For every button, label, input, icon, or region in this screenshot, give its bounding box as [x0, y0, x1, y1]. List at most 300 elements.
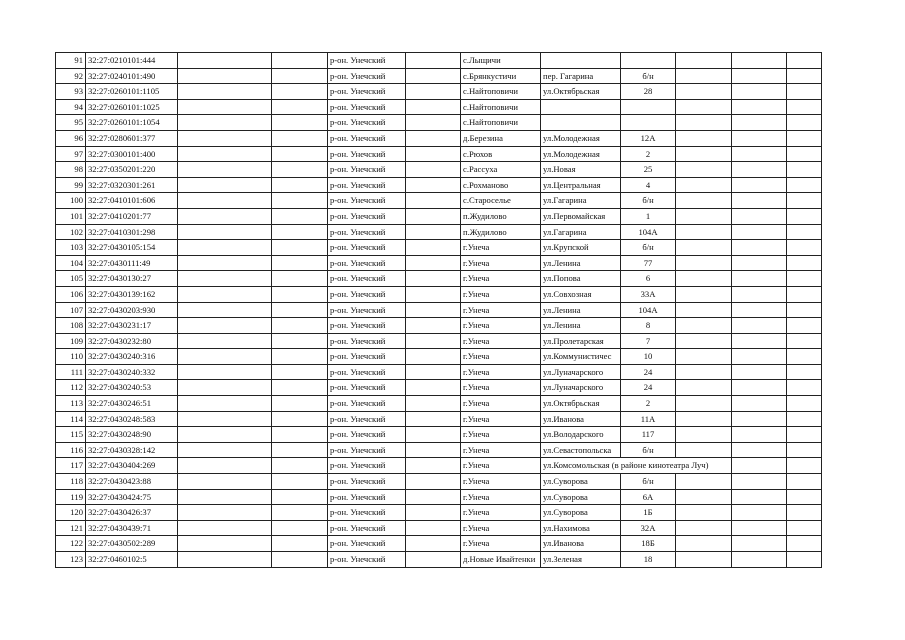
locality-cell: г.Унеча: [461, 396, 541, 412]
empty-cell: [676, 442, 732, 458]
cadastral-number: 32:27:0410201:77: [86, 208, 178, 224]
empty-cell: [676, 255, 732, 271]
locality-cell: с.Брянкустичи: [461, 68, 541, 84]
empty-cell: [732, 427, 787, 443]
empty-cell: [406, 162, 461, 178]
row-number: 98: [56, 162, 86, 178]
table-row: [56, 489, 822, 505]
row-number: 104: [56, 255, 86, 271]
cadastral-number: 32:27:0430240:53: [86, 380, 178, 396]
row-number: 111: [56, 364, 86, 380]
table-row: [56, 364, 822, 380]
empty-cell: [406, 474, 461, 490]
empty-cell: [272, 84, 328, 100]
district-cell: р-он. Унечский: [328, 271, 406, 287]
row-number: 122: [56, 536, 86, 552]
house-number-cell: 24: [621, 380, 676, 396]
house-number-cell: [621, 53, 676, 69]
empty-cell: [787, 255, 822, 271]
empty-cell: [178, 333, 272, 349]
street-cell: ул.Ленина: [541, 255, 621, 271]
cadastral-number: 32:27:0430404:269: [86, 458, 178, 474]
cadastral-number: 32:27:0260101:1025: [86, 99, 178, 115]
empty-cell: [787, 552, 822, 568]
locality-cell: г.Унеча: [461, 505, 541, 521]
empty-cell: [676, 318, 732, 334]
empty-cell: [732, 380, 787, 396]
table-row: [56, 349, 822, 365]
table-row: [56, 146, 822, 162]
empty-cell: [406, 333, 461, 349]
house-number-cell: 2: [621, 146, 676, 162]
empty-cell: [676, 349, 732, 365]
house-number-cell: б/н: [621, 474, 676, 490]
empty-cell: [732, 333, 787, 349]
empty-cell: [406, 505, 461, 521]
street-cell: ул.Центральная: [541, 177, 621, 193]
row-number: 116: [56, 442, 86, 458]
empty-cell: [732, 520, 787, 536]
locality-cell: г.Унеча: [461, 255, 541, 271]
empty-cell: [787, 349, 822, 365]
empty-cell: [178, 411, 272, 427]
empty-cell: [787, 520, 822, 536]
table-row: [56, 99, 822, 115]
district-cell: р-он. Унечский: [328, 442, 406, 458]
empty-cell: [178, 536, 272, 552]
empty-cell: [732, 318, 787, 334]
empty-cell: [676, 505, 732, 521]
cadastral-number: 32:27:0260101:1054: [86, 115, 178, 131]
empty-cell: [272, 489, 328, 505]
locality-cell: п.Жудилово: [461, 208, 541, 224]
street-cell: [541, 115, 621, 131]
empty-cell: [732, 286, 787, 302]
empty-cell: [272, 411, 328, 427]
row-number: 97: [56, 146, 86, 162]
locality-cell: г.Унеча: [461, 349, 541, 365]
row-number: 113: [56, 396, 86, 412]
cadastral-number: 32:27:0430248:90: [86, 427, 178, 443]
row-number: 107: [56, 302, 86, 318]
house-number-cell: 77: [621, 255, 676, 271]
empty-cell: [178, 130, 272, 146]
district-cell: р-он. Унечский: [328, 364, 406, 380]
house-number-cell: б/н: [621, 193, 676, 209]
cadastral-number: 32:27:0430232:80: [86, 333, 178, 349]
locality-cell: г.Унеча: [461, 271, 541, 287]
cadastral-number: 32:27:0430502:289: [86, 536, 178, 552]
table-row: [56, 411, 822, 427]
empty-cell: [272, 302, 328, 318]
house-number-cell: [621, 115, 676, 131]
locality-cell: г.Унеча: [461, 333, 541, 349]
empty-cell: [178, 520, 272, 536]
empty-cell: [272, 99, 328, 115]
empty-cell: [406, 177, 461, 193]
empty-cell: [406, 146, 461, 162]
row-number: 102: [56, 224, 86, 240]
cadastral-number: 32:27:0430439:71: [86, 520, 178, 536]
district-cell: р-он. Унечский: [328, 333, 406, 349]
street-cell: ул.Октябрьская: [541, 84, 621, 100]
empty-cell: [787, 68, 822, 84]
empty-cell: [676, 115, 732, 131]
empty-cell: [178, 458, 272, 474]
table-row: [56, 84, 822, 100]
table-row: [56, 130, 822, 146]
empty-cell: [787, 302, 822, 318]
row-number: 108: [56, 318, 86, 334]
row-number: 123: [56, 552, 86, 568]
empty-cell: [272, 193, 328, 209]
table-row: [56, 115, 822, 131]
empty-cell: [272, 442, 328, 458]
house-number-cell: 2: [621, 396, 676, 412]
district-cell: р-он. Унечский: [328, 193, 406, 209]
empty-cell: [787, 380, 822, 396]
empty-cell: [272, 520, 328, 536]
empty-cell: [787, 146, 822, 162]
empty-cell: [178, 442, 272, 458]
empty-cell: [178, 177, 272, 193]
street-cell: ул.Новая: [541, 162, 621, 178]
table-row: [56, 552, 822, 568]
empty-cell: [676, 68, 732, 84]
district-cell: р-он. Унечский: [328, 536, 406, 552]
cadastral-number: 32:27:0430426:37: [86, 505, 178, 521]
row-number: 92: [56, 68, 86, 84]
row-number: 95: [56, 115, 86, 131]
street-cell: ул.Гагарина: [541, 193, 621, 209]
empty-cell: [178, 489, 272, 505]
empty-cell: [732, 146, 787, 162]
house-number-cell: 104А: [621, 302, 676, 318]
empty-cell: [406, 318, 461, 334]
empty-cell: [676, 208, 732, 224]
empty-cell: [178, 193, 272, 209]
empty-cell: [178, 224, 272, 240]
empty-cell: [787, 505, 822, 521]
empty-cell: [178, 474, 272, 490]
street-cell: [541, 53, 621, 69]
cadastral-number: 32:27:0410101:606: [86, 193, 178, 209]
empty-cell: [178, 208, 272, 224]
cadastral-number: 32:27:0460102:5: [86, 552, 178, 568]
table-row: [56, 68, 822, 84]
empty-cell: [732, 302, 787, 318]
table-row: [56, 255, 822, 271]
cadastral-number: 32:27:0430240:332: [86, 364, 178, 380]
empty-cell: [406, 208, 461, 224]
district-cell: р-он. Унечский: [328, 208, 406, 224]
empty-cell: [787, 458, 822, 474]
street-cell: ул.Суворова: [541, 505, 621, 521]
empty-cell: [787, 536, 822, 552]
empty-cell: [272, 224, 328, 240]
district-cell: р-он. Унечский: [328, 489, 406, 505]
house-number-cell: 7: [621, 333, 676, 349]
table-row: [56, 380, 822, 396]
district-cell: р-он. Унечский: [328, 302, 406, 318]
locality-cell: п.Жудилово: [461, 224, 541, 240]
row-number: 100: [56, 193, 86, 209]
empty-cell: [272, 349, 328, 365]
table-row: [56, 162, 822, 178]
row-number: 106: [56, 286, 86, 302]
street-cell: ул.Луначарского: [541, 364, 621, 380]
empty-cell: [406, 130, 461, 146]
empty-cell: [676, 240, 732, 256]
row-number: 118: [56, 474, 86, 490]
locality-cell: г.Унеча: [461, 302, 541, 318]
table-row: [56, 53, 822, 69]
row-number: 114: [56, 411, 86, 427]
house-number-cell: 25: [621, 162, 676, 178]
empty-cell: [787, 53, 822, 69]
locality-cell: г.Унеча: [461, 364, 541, 380]
locality-cell: с.Найтоповичи: [461, 84, 541, 100]
cadastral-number: 32:27:0430248:583: [86, 411, 178, 427]
empty-cell: [178, 240, 272, 256]
empty-cell: [406, 302, 461, 318]
empty-cell: [787, 474, 822, 490]
locality-cell: г.Унеча: [461, 318, 541, 334]
empty-cell: [676, 489, 732, 505]
street-cell: пер. Гагарина: [541, 68, 621, 84]
house-number-cell: 6: [621, 271, 676, 287]
cadastral-number: 32:27:0260101:1105: [86, 84, 178, 100]
empty-cell: [676, 427, 732, 443]
table-row: [56, 505, 822, 521]
empty-cell: [732, 505, 787, 521]
row-number: 112: [56, 380, 86, 396]
street-cell: ул.Пролетарская: [541, 333, 621, 349]
empty-cell: [272, 458, 328, 474]
house-number-cell: 24: [621, 364, 676, 380]
empty-cell: [732, 396, 787, 412]
street-cell: ул.Молодежная: [541, 130, 621, 146]
empty-cell: [406, 411, 461, 427]
empty-cell: [676, 536, 732, 552]
table-row: [56, 396, 822, 412]
district-cell: р-он. Унечский: [328, 427, 406, 443]
empty-cell: [787, 193, 822, 209]
empty-cell: [787, 411, 822, 427]
district-cell: р-он. Унечский: [328, 255, 406, 271]
empty-cell: [732, 552, 787, 568]
table-row: [56, 302, 822, 318]
street-cell: ул.Ленина: [541, 318, 621, 334]
cadastral-number: 32:27:0350201:220: [86, 162, 178, 178]
row-number: 96: [56, 130, 86, 146]
house-number-cell: 104А: [621, 224, 676, 240]
row-number: 105: [56, 271, 86, 287]
locality-cell: с.Рохманово: [461, 177, 541, 193]
cadastral-number: 32:27:0430231:17: [86, 318, 178, 334]
empty-cell: [787, 224, 822, 240]
empty-cell: [178, 255, 272, 271]
empty-cell: [787, 162, 822, 178]
row-number: 99: [56, 177, 86, 193]
street-cell: ул.Гагарина: [541, 224, 621, 240]
cadastral-number: 32:27:0320301:261: [86, 177, 178, 193]
empty-cell: [272, 146, 328, 162]
empty-cell: [732, 271, 787, 287]
empty-cell: [272, 333, 328, 349]
empty-cell: [272, 208, 328, 224]
empty-cell: [787, 84, 822, 100]
row-number: 119: [56, 489, 86, 505]
empty-cell: [178, 380, 272, 396]
district-cell: р-он. Унечский: [328, 84, 406, 100]
empty-cell: [272, 536, 328, 552]
empty-cell: [272, 255, 328, 271]
empty-cell: [272, 364, 328, 380]
locality-cell: г.Унеча: [461, 240, 541, 256]
cadastral-number: 32:27:0430240:316: [86, 349, 178, 365]
house-number-cell: 4: [621, 177, 676, 193]
empty-cell: [732, 474, 787, 490]
empty-cell: [406, 489, 461, 505]
district-cell: р-он. Унечский: [328, 474, 406, 490]
cadastral-number: 32:27:0280601:377: [86, 130, 178, 146]
empty-cell: [732, 442, 787, 458]
empty-cell: [406, 364, 461, 380]
street-cell: ул.Комсомольская (в районе кинотеатра Луч): [541, 458, 732, 474]
district-cell: р-он. Унечский: [328, 146, 406, 162]
empty-cell: [272, 552, 328, 568]
empty-cell: [406, 396, 461, 412]
district-cell: р-он. Унечский: [328, 505, 406, 521]
empty-cell: [676, 130, 732, 146]
locality-cell: г.Унеча: [461, 411, 541, 427]
district-cell: р-он. Унечский: [328, 115, 406, 131]
empty-cell: [732, 411, 787, 427]
empty-cell: [406, 240, 461, 256]
empty-cell: [676, 364, 732, 380]
empty-cell: [732, 68, 787, 84]
house-number-cell: 8: [621, 318, 676, 334]
empty-cell: [406, 53, 461, 69]
locality-cell: с.Рассуха: [461, 162, 541, 178]
empty-cell: [406, 271, 461, 287]
table-row: [56, 177, 822, 193]
empty-cell: [787, 99, 822, 115]
empty-cell: [732, 208, 787, 224]
street-cell: ул.Луначарского: [541, 380, 621, 396]
row-number: 93: [56, 84, 86, 100]
cadastral-number: 32:27:0410301:298: [86, 224, 178, 240]
empty-cell: [406, 427, 461, 443]
empty-cell: [732, 193, 787, 209]
row-number: 117: [56, 458, 86, 474]
empty-cell: [178, 364, 272, 380]
empty-cell: [272, 396, 328, 412]
empty-cell: [676, 333, 732, 349]
empty-cell: [272, 130, 328, 146]
empty-cell: [787, 115, 822, 131]
empty-cell: [406, 520, 461, 536]
empty-cell: [406, 115, 461, 131]
street-cell: ул.Иванова: [541, 411, 621, 427]
street-cell: [541, 99, 621, 115]
table-row: [56, 333, 822, 349]
empty-cell: [272, 240, 328, 256]
district-cell: р-он. Унечский: [328, 396, 406, 412]
empty-cell: [406, 68, 461, 84]
street-cell: ул.Молодежная: [541, 146, 621, 162]
empty-cell: [406, 380, 461, 396]
cadastral-number: 32:27:0430111:49: [86, 255, 178, 271]
district-cell: р-он. Унечский: [328, 520, 406, 536]
house-number-cell: 6А: [621, 489, 676, 505]
cadastral-number: 32:27:0430203:930: [86, 302, 178, 318]
street-cell: ул.Совхозная: [541, 286, 621, 302]
cadastral-number: 32:27:0430328:142: [86, 442, 178, 458]
empty-cell: [732, 240, 787, 256]
locality-cell: г.Унеча: [461, 442, 541, 458]
empty-cell: [178, 53, 272, 69]
house-number-cell: 18: [621, 552, 676, 568]
house-number-cell: б/н: [621, 442, 676, 458]
row-number: 121: [56, 520, 86, 536]
table-row: [56, 458, 822, 474]
row-number: 110: [56, 349, 86, 365]
district-cell: р-он. Унечский: [328, 286, 406, 302]
district-cell: р-он. Унечский: [328, 68, 406, 84]
empty-cell: [732, 84, 787, 100]
house-number-cell: 10: [621, 349, 676, 365]
district-cell: р-он. Унечский: [328, 411, 406, 427]
empty-cell: [178, 271, 272, 287]
empty-cell: [732, 489, 787, 505]
district-cell: р-он. Унечский: [328, 349, 406, 365]
table-row: [56, 427, 822, 443]
empty-cell: [676, 146, 732, 162]
empty-cell: [178, 505, 272, 521]
cadastral-number: 32:27:0430139:162: [86, 286, 178, 302]
row-number: 120: [56, 505, 86, 521]
empty-cell: [676, 271, 732, 287]
house-number-cell: б/н: [621, 240, 676, 256]
cadastral-number: 32:27:0430105:154: [86, 240, 178, 256]
empty-cell: [787, 318, 822, 334]
empty-cell: [732, 255, 787, 271]
empty-cell: [787, 333, 822, 349]
row-number: 103: [56, 240, 86, 256]
empty-cell: [178, 99, 272, 115]
table-row: [56, 208, 822, 224]
street-cell: ул.Крупской: [541, 240, 621, 256]
empty-cell: [272, 162, 328, 178]
empty-cell: [178, 68, 272, 84]
street-cell: ул.Иванова: [541, 536, 621, 552]
locality-cell: г.Унеча: [461, 427, 541, 443]
table-row: [56, 318, 822, 334]
empty-cell: [787, 286, 822, 302]
empty-cell: [272, 380, 328, 396]
empty-cell: [676, 53, 732, 69]
table-row: [56, 474, 822, 490]
table-row: [56, 224, 822, 240]
empty-cell: [676, 474, 732, 490]
house-number-cell: 32А: [621, 520, 676, 536]
empty-cell: [787, 427, 822, 443]
empty-cell: [676, 520, 732, 536]
cadastral-number: 32:27:0430424:75: [86, 489, 178, 505]
empty-cell: [787, 396, 822, 412]
